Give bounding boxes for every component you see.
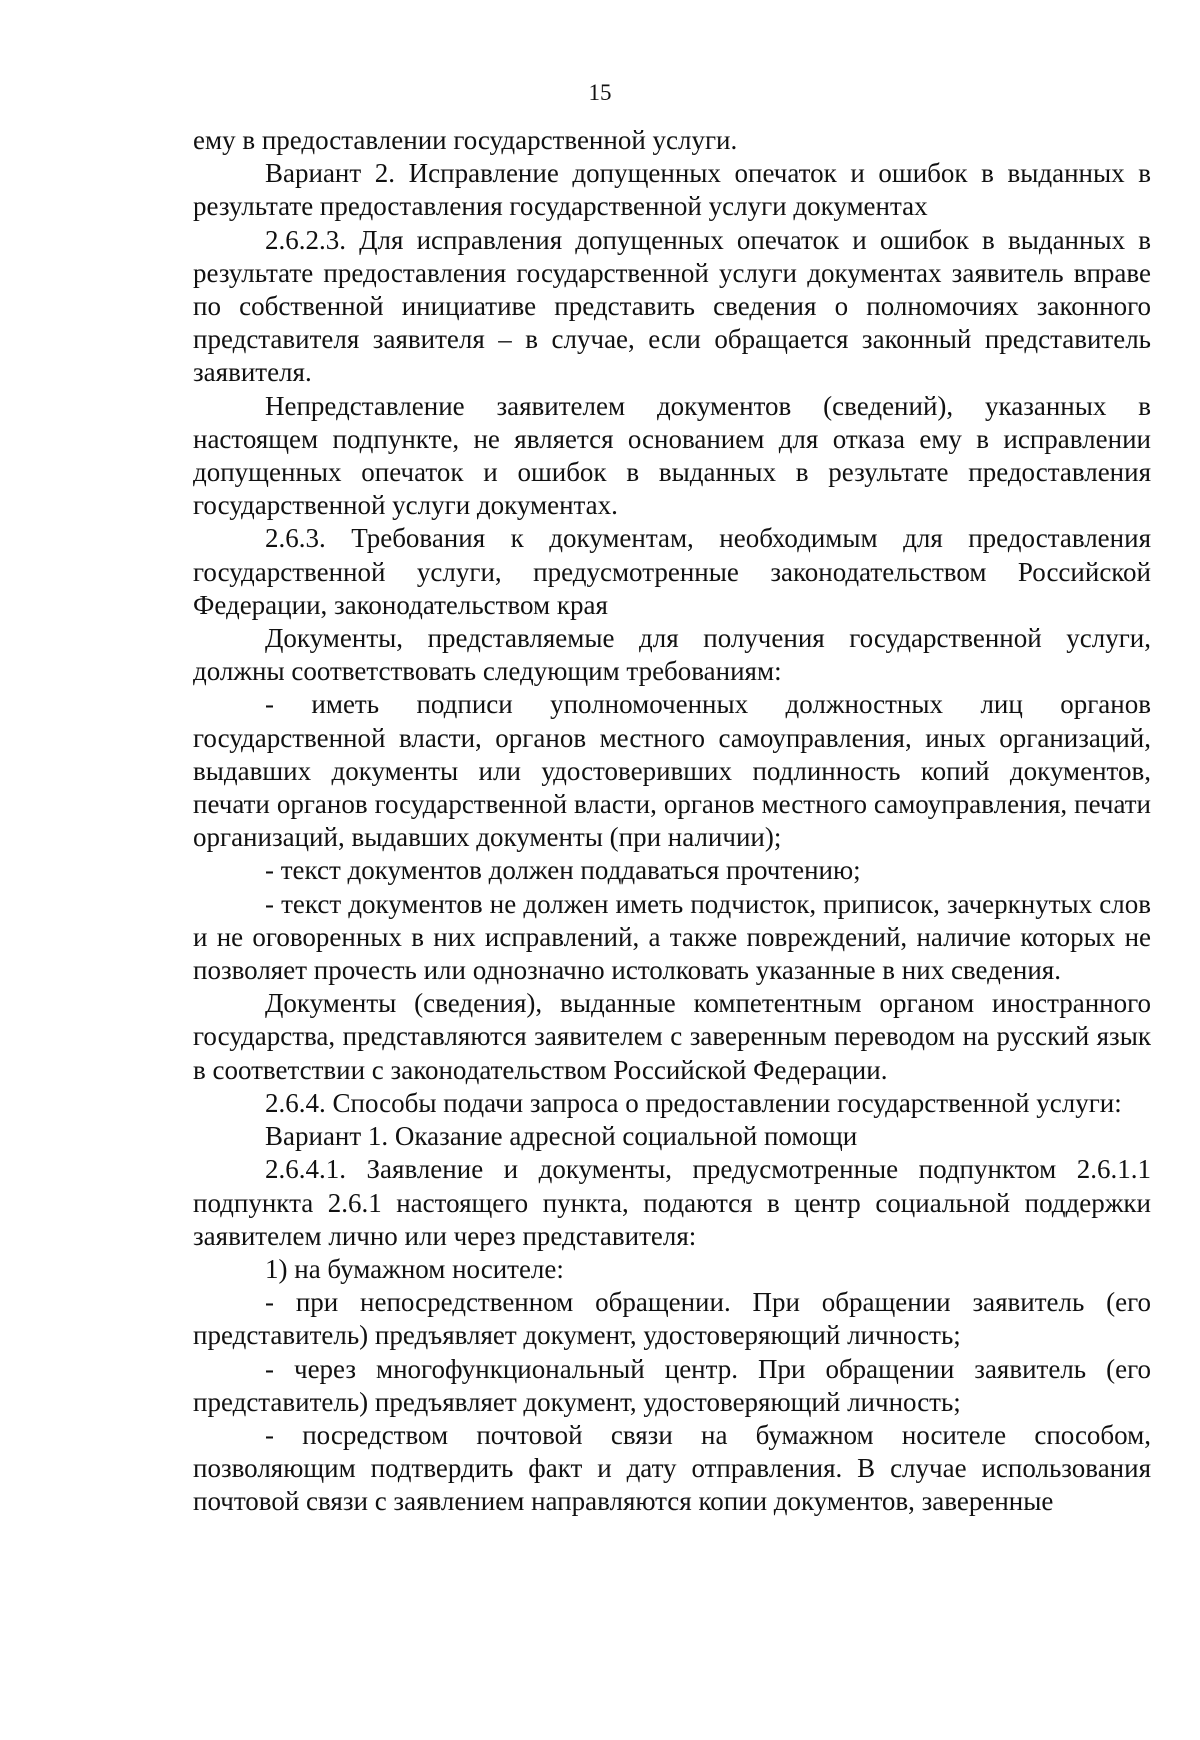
paragraph: 2.6.4.1. Заявление и документы, предусмотренные подпунктом 2.6.1.1 подпункта 2.6.1 настоящего пункта, подаются в центр социальной поддержки заявителем лично или через представителя: (193, 1154, 1151, 1251)
section-heading: Вариант 1. Оказание адресной социальной помощи (265, 1121, 858, 1152)
page-number: 15 (588, 80, 612, 105)
list-item: - иметь подписи уполномоченных должностных лиц органов государственной власти, органов местного самоуправления, иных организаций, выдавших документы или удостоверивших подлинность копий документов, печати органов государственной власти, органов местного самоуправления, печати организаций, выдавших документы (при наличии); (193, 689, 1151, 853)
list-item: - при непосредственном обращении. При обращении заявитель (его представитель) предъявляет документ, удостоверяющий личность; (193, 1287, 1151, 1351)
paragraph: Непредставление заявителем документов (сведений), указанных в настоящем подпункте, не является основанием для отказа ему в исправлении допущенных опечаток и ошибок в выданных в результате предоставления государственной услуги документах. (193, 390, 1151, 521)
list-item: 1) на бумажном носителе: (265, 1253, 564, 1284)
list-item: - текст документов должен поддаваться прочтению; (265, 855, 861, 886)
document-body (193, 124, 1151, 1519)
paragraph: ему в предоставлении государственной услуги. (193, 125, 738, 155)
list-item: - посредством почтовой связи на бумажном носителе способом, позволяющим подтвердить факт и дату отправления. В случае использования почтовой связи с заявлением направляются копии документов, заверенные (193, 1419, 1151, 1517)
paragraph: 2.6.3. Требования к документам, необходимым для предоставления государственной услуги, предусмотренные законодательством Российской Федерации, законодательством края (193, 523, 1151, 620)
paragraph: Вариант 2. Исправление допущенных опечаток и ошибок в выданных в результате предоставления государственной услуги документах (193, 158, 1151, 222)
paragraph: 2.6.2.3. Для исправления допущенных опечаток и ошибок в выданных в результате предоставления государственной услуги документах заявитель вправе по собственной инициативе представить сведения о полномочиях законного представителя заявителя – в случае, если обращается законный представитель заявителя. (193, 224, 1151, 388)
paragraph: 2.6.4. Способы подачи запроса о предоставлении государственной услуги: (265, 1087, 1122, 1118)
paragraph: Документы, представляемые для получения государственной услуги, должны соответствовать следующим требованиям: (193, 623, 1151, 687)
list-item: - через многофункциональный центр. При обращении заявитель (его представитель) предъявляет документ, удостоверяющий личность; (193, 1353, 1151, 1417)
list-item: - текст документов не должен иметь подчисток, приписок, зачеркнутых слов и не оговоренных в них исправлений, а также повреждений, наличие которых не позволяет прочесть или однозначно истолковать указанные в них сведения. (193, 888, 1151, 986)
paragraph: Документы (сведения), выданные компетентным органом иностранного государства, представляются заявителем с заверенным переводом на русский язык в соответствии с законодательством Российской Федерации. (193, 988, 1151, 1085)
